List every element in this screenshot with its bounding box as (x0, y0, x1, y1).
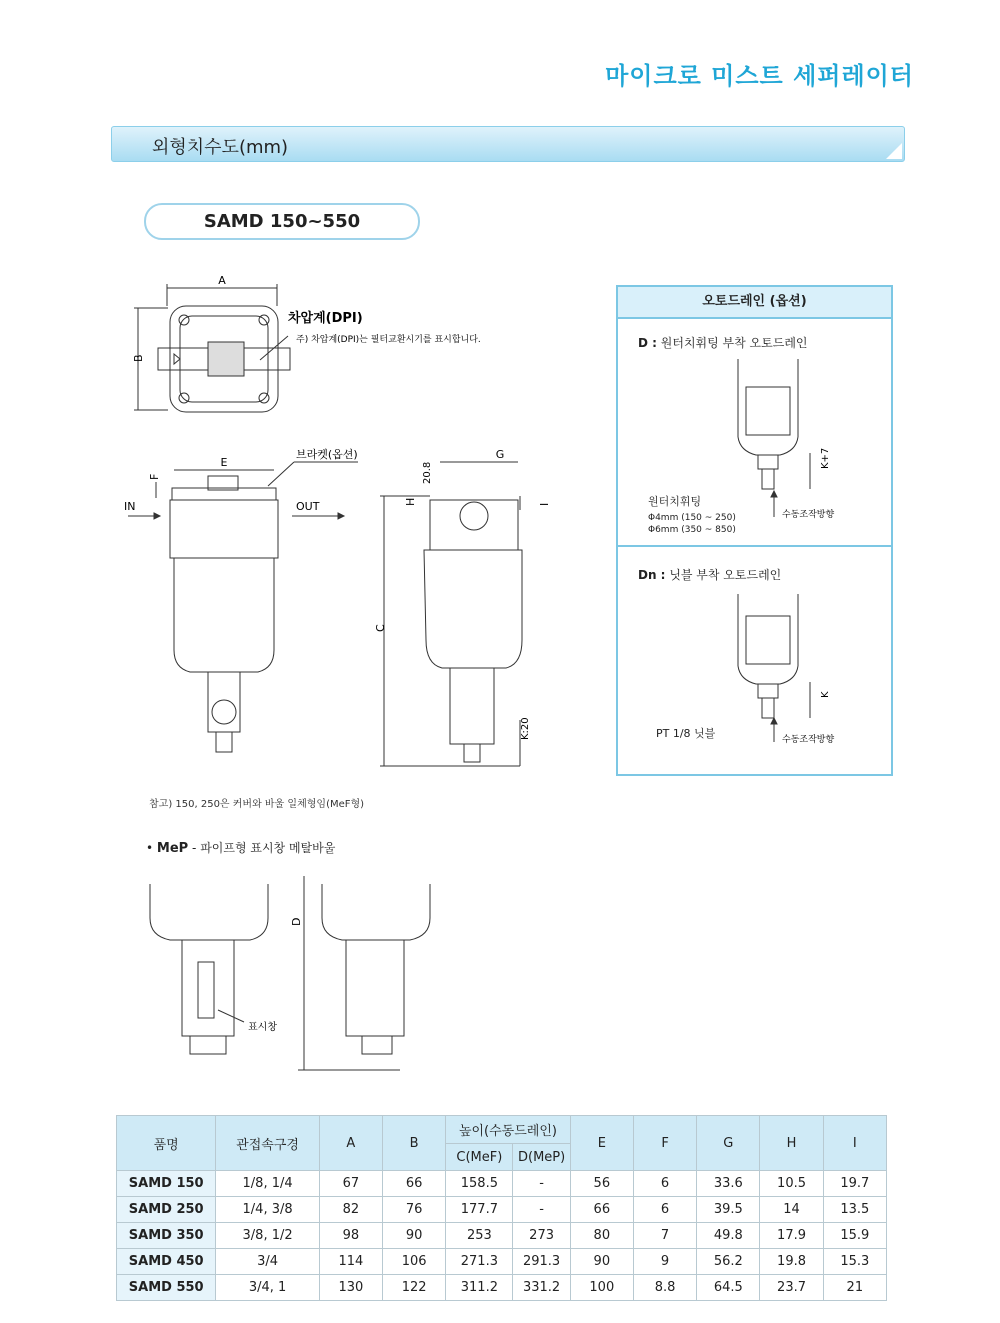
option-dn-desc: 닛블 부착 오토드레인 (669, 568, 782, 582)
col-a: A (319, 1116, 382, 1171)
auto-drain-panel (616, 285, 893, 776)
reference-note: 참고) 150, 250은 커버와 바울 일체형임(MeF형) (149, 799, 365, 810)
value-cell: 33.6 (697, 1171, 760, 1197)
col-height-group: 높이(수동드레인) (446, 1116, 570, 1144)
model-cell: SAMD 350 (117, 1223, 216, 1249)
value-cell: 39.5 (697, 1197, 760, 1223)
value-cell: 291.3 (513, 1249, 570, 1275)
option-dn-code: Dn : (638, 568, 666, 582)
value-cell: 114 (319, 1249, 382, 1275)
value-cell: 273 (513, 1223, 570, 1249)
value-cell: 3/4 (216, 1249, 319, 1275)
value-cell: 66 (570, 1197, 633, 1223)
col-c: C(MeF) (446, 1144, 513, 1171)
model-cell: SAMD 150 (117, 1171, 216, 1197)
corner-fold-icon (886, 143, 902, 159)
value-cell: 90 (570, 1249, 633, 1275)
model-label: SAMD 150~550 (144, 203, 420, 240)
col-b: B (383, 1116, 446, 1171)
section-header (111, 126, 905, 162)
value-cell: 253 (446, 1223, 513, 1249)
nipple-label: PT 1/8 닛블 (656, 727, 716, 740)
option-d-dim: K+7 (820, 447, 831, 469)
value-cell: 6 (633, 1171, 696, 1197)
top-view-drawing (120, 270, 520, 430)
section-title: 외형치수도(mm) (152, 137, 289, 158)
value-cell: 7 (633, 1223, 696, 1249)
value-cell: 82 (319, 1197, 382, 1223)
auto-drain-title: 오토드레인 (옵션) (618, 287, 891, 319)
value-cell: 56 (570, 1171, 633, 1197)
value-cell: 98 (319, 1223, 382, 1249)
in-label: IN (124, 500, 136, 513)
table-row (117, 1197, 887, 1223)
option-d-label (638, 334, 808, 351)
dim-k20-label: K:20 (520, 717, 531, 740)
value-cell: 331.2 (513, 1275, 570, 1301)
model-cell: SAMD 450 (117, 1249, 216, 1275)
mep-bullet: • (146, 841, 154, 855)
col-e: E (570, 1116, 633, 1171)
dim-b-label: B (132, 354, 145, 362)
value-cell: 90 (383, 1223, 446, 1249)
value-cell: 106 (383, 1249, 446, 1275)
value-cell: 19.7 (823, 1171, 886, 1197)
value-cell: 8.8 (633, 1275, 696, 1301)
front-view-drawing (118, 440, 378, 780)
dim-f-label: F (148, 473, 161, 480)
value-cell: 9 (633, 1249, 696, 1275)
value-cell: 13.5 (823, 1197, 886, 1223)
value-cell: 3/4, 1 (216, 1275, 319, 1301)
model-cell: SAMD 550 (117, 1275, 216, 1301)
option-d-desc: 원터치휘팅 부착 오토드레인 (660, 336, 808, 350)
value-cell: 177.7 (446, 1197, 513, 1223)
dim-a-label: A (218, 274, 226, 287)
value-cell: 66 (383, 1171, 446, 1197)
manual-direction-1: 수동조작방향 (782, 510, 835, 520)
value-cell: 67 (319, 1171, 382, 1197)
value-cell: - (513, 1197, 570, 1223)
mep-dim-d-label: D (290, 917, 303, 926)
value-cell: 64.5 (697, 1275, 760, 1301)
value-cell: 15.3 (823, 1249, 886, 1275)
dim-c-label: C (374, 624, 387, 632)
dpi-label: 차압계(DPI) (288, 311, 363, 326)
out-label: OUT (296, 500, 320, 513)
value-cell: 3/8, 1/2 (216, 1223, 319, 1249)
value-cell: 1/8, 1/4 (216, 1171, 319, 1197)
auto-drain-divider (618, 545, 891, 547)
col-name: 품명 (117, 1116, 216, 1171)
mep-separator: - (192, 841, 197, 855)
mep-desc: 파이프형 표시창 메탈바울 (200, 841, 336, 855)
window-label: 표시창 (248, 1022, 277, 1033)
option-dn-drawing (718, 592, 858, 762)
model-cell: SAMD 250 (117, 1197, 216, 1223)
option-d-code: D : (638, 336, 657, 350)
col-h: H (760, 1116, 823, 1171)
value-cell: 271.3 (446, 1249, 513, 1275)
value-cell: 14 (760, 1197, 823, 1223)
option-dn-label (638, 566, 781, 583)
option-d-drawing (718, 357, 858, 537)
value-cell: 76 (383, 1197, 446, 1223)
value-cell: 23.7 (760, 1275, 823, 1301)
page-title: 마이크로 미스트 세퍼레이터 (605, 62, 914, 90)
value-cell: 10.5 (760, 1171, 823, 1197)
value-cell: 311.2 (446, 1275, 513, 1301)
value-cell: 49.8 (697, 1223, 760, 1249)
side-view-drawing (370, 440, 570, 780)
value-cell: 100 (570, 1275, 633, 1301)
fitting-spec-2: Φ6mm (350 ~ 850) (648, 525, 736, 535)
value-cell: 1/4, 3/8 (216, 1197, 319, 1223)
mep-heading (146, 839, 335, 856)
mep-drawing (140, 870, 440, 1080)
dim-g-label: G (495, 448, 505, 461)
value-cell: 17.9 (760, 1223, 823, 1249)
dim-e-label: E (220, 456, 228, 469)
fitting-spec-1: Φ4mm (150 ~ 250) (648, 513, 736, 523)
col-g: G (697, 1116, 760, 1171)
col-i: I (823, 1116, 886, 1171)
dim-i-label: I (538, 502, 551, 506)
dim-h-label: H (404, 497, 417, 506)
value-cell: 130 (319, 1275, 382, 1301)
manual-direction-2: 수동조작방향 (782, 735, 835, 745)
value-cell: 56.2 (697, 1249, 760, 1275)
value-cell: 80 (570, 1223, 633, 1249)
col-f: F (633, 1116, 696, 1171)
bracket-label: 브라켓(옵션) (296, 448, 358, 461)
option-dn-dim: K (820, 691, 831, 698)
value-cell: 6 (633, 1197, 696, 1223)
value-cell: 21 (823, 1275, 886, 1301)
value-cell: - (513, 1171, 570, 1197)
dpi-note: 주) 차압계(DPI)는 필터교환시기를 표시합니다. (296, 335, 481, 345)
fitting-label: 원터치휘팅 (648, 495, 702, 508)
value-cell: 158.5 (446, 1171, 513, 1197)
table-row (117, 1275, 887, 1301)
mep-code: MeP (156, 841, 189, 856)
col-d: D(MeP) (513, 1144, 570, 1171)
spec-table (116, 1115, 887, 1301)
table-row (117, 1223, 887, 1249)
col-port: 관접속구경 (216, 1116, 319, 1171)
table-row (117, 1171, 887, 1197)
dim-20-8-label: 20.8 (422, 461, 433, 484)
table-row (117, 1249, 887, 1275)
value-cell: 122 (383, 1275, 446, 1301)
value-cell: 19.8 (760, 1249, 823, 1275)
value-cell: 15.9 (823, 1223, 886, 1249)
